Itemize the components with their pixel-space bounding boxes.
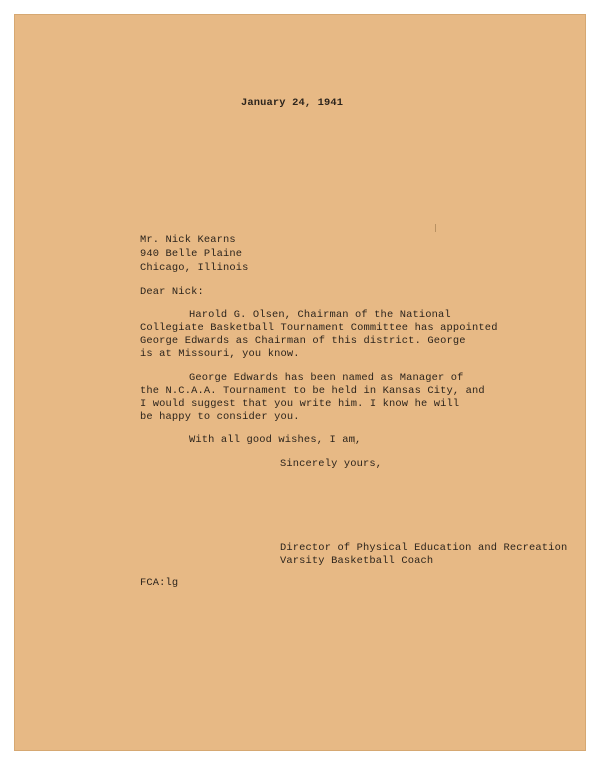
closing-line: With all good wishes, I am,: [189, 434, 362, 446]
signature-title-line: Director of Physical Education and Recreation: [280, 542, 568, 554]
paragraph-2-line: I would suggest that you write him. I know he will: [140, 398, 460, 410]
paragraph-1-line: Harold G. Olsen, Chairman of the National: [189, 309, 451, 321]
paragraph-1-line: George Edwards as Chairman of this district. George: [140, 335, 466, 347]
paragraph-2-line: the N.C.A.A. Tournament to be held in Kansas City, and: [140, 385, 485, 397]
recipient-street: 940 Belle Plaine: [140, 248, 243, 260]
paragraph-2-line: George Edwards has been named as Manager of: [189, 372, 464, 384]
recipient-city: Chicago, Illinois: [140, 262, 249, 274]
letter-date: January 24, 1941: [241, 97, 344, 109]
reference-initials: FCA:lg: [140, 577, 179, 589]
signoff: Sincerely yours,: [280, 458, 383, 470]
paragraph-1-line: is at Missouri, you know.: [140, 348, 300, 360]
recipient-name: Mr. Nick Kearns: [140, 234, 236, 246]
paragraph-1-line: Collegiate Basketball Tournament Committee has appointed: [140, 322, 498, 334]
salutation: Dear Nick:: [140, 286, 204, 298]
paragraph-2-line: be happy to consider you.: [140, 411, 300, 423]
paper-mark: [435, 224, 436, 232]
signature-title-line: Varsity Basketball Coach: [280, 555, 434, 567]
